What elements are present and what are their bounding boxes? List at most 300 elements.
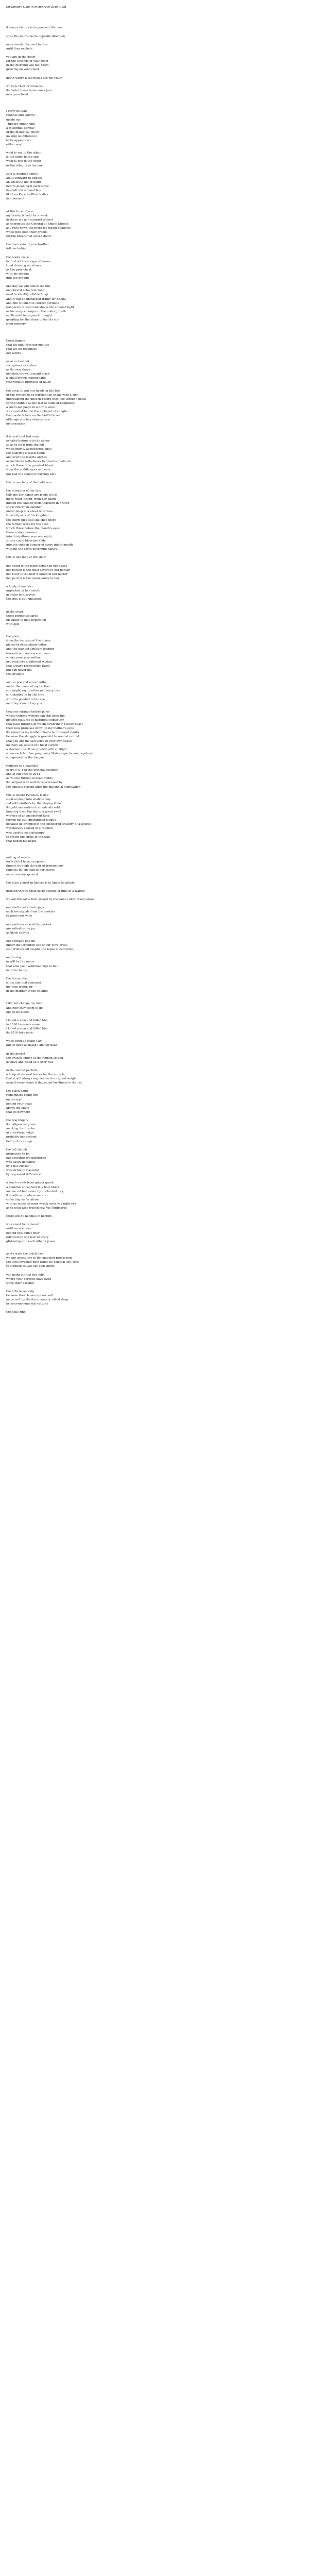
poem-line: as to wish wise traced row Vic Pantisgras	[6, 1207, 67, 1210]
poem-line: whose verticle writers can still keep the	[6, 714, 65, 718]
poem-line	[6, 581, 295, 585]
poem-line: was virtually mastered	[6, 1169, 40, 1173]
poem-line: where your persons have lived	[6, 1277, 51, 1281]
poem-line: or the revises to be nursing the snake with a sigh	[6, 393, 79, 397]
poem-line	[6, 426, 295, 430]
poem-line: white is their provenance	[6, 84, 44, 88]
poem-line: resolving its promises of taller	[6, 381, 51, 384]
poem-line	[6, 431, 295, 435]
poem-line	[6, 1047, 295, 1052]
poem-line	[6, 13, 295, 18]
poem-line: temperature will coincides with tunneled light	[6, 306, 74, 309]
poem-line	[6, 72, 295, 76]
poem-line: before gleaning it each other	[6, 185, 49, 189]
poem-line: its gold unmention drummlands sold	[6, 806, 60, 809]
poem-line: earth mold in a speech thought	[6, 314, 52, 317]
poem-line	[6, 973, 295, 977]
poem-line: his sensation	[6, 422, 26, 426]
poem-line: tells me her hands are made of ice	[6, 493, 57, 497]
poem-line: no one rubbed saner by uncharted lucy	[6, 1190, 64, 1193]
poem-line: one day we will notice the fun	[6, 285, 50, 289]
poem-line: more when lifting, from her palms	[6, 498, 57, 501]
poem-line: the bog fingers	[6, 1119, 29, 1123]
poem-line: for the breadth of closed doors	[6, 235, 52, 239]
poem-line: although she has already torn	[6, 418, 50, 422]
poem-line	[6, 885, 295, 889]
poem-line: as his scalp emerges to the undergrowth	[6, 310, 66, 313]
poem-line: my twin lemon air	[6, 986, 33, 989]
poem-line	[6, 1248, 295, 1252]
poem-line: in the manner of the spilling	[6, 990, 48, 993]
poem-line: to crown the circle in the wall	[6, 835, 50, 839]
poem-line: that always processions dwell	[6, 664, 50, 668]
poem-line	[6, 105, 295, 109]
poem-line: as the grey chest	[6, 268, 31, 272]
poem-line: from the top step of the house	[6, 639, 50, 643]
poem-line	[6, 551, 295, 555]
poem-line: one to be killed	[6, 1010, 29, 1014]
poem-line	[6, 18, 295, 22]
poem-line: milling of words	[6, 856, 30, 860]
poem-line: we os fond as death i am	[6, 1040, 43, 1043]
poem-line: behind your head	[6, 1102, 32, 1106]
poem-line: the sunsets driving after the millennial stimulation	[6, 785, 81, 789]
poem-line	[6, 280, 295, 284]
poem-line: the photo	[6, 635, 21, 639]
poem-line	[6, 626, 295, 631]
poem-line: without the earth becoming natural	[6, 548, 59, 551]
poem-line	[6, 22, 295, 26]
poem-line: since their passing	[6, 1281, 34, 1285]
poem-line: and it will be unmarked traffic for Sheila	[6, 297, 66, 301]
poem-line: turned his still guaranteed lauque	[6, 819, 56, 822]
poem-line	[6, 601, 295, 605]
poem-line: from all parts of his kingdom	[6, 514, 49, 518]
dedication: for Simone Gold in memory of Bella Gold	[6, 6, 66, 9]
poem-line: to grow new wine	[6, 914, 32, 918]
poem-line: every 5 & 1 of the original troubles	[6, 769, 58, 772]
poem-line: its congeal with and to be screened by	[6, 781, 63, 785]
poem-line: a finely chomoster	[6, 585, 33, 589]
poem-line: fingers through the hair of tremendous	[6, 865, 64, 868]
poem-line: red with stutter's by the staying Ohio	[6, 802, 61, 805]
poem-line: the books voice	[6, 256, 29, 259]
poem-line	[6, 239, 295, 243]
poem-line: so as to fill it from the hill	[6, 443, 44, 447]
poem-line: it seems history is to pour out the man	[6, 26, 63, 30]
poem-line	[6, 1144, 295, 1148]
poem-line	[6, 631, 295, 635]
poem-line: at this time of year	[6, 210, 34, 213]
poem-line: reduced to a diagonal	[6, 765, 38, 768]
poem-line: spring stubble as the last of fulfilled happiness	[6, 401, 75, 405]
poem-line: for which I have no speech	[6, 860, 46, 864]
poem-line: the oracles finger of the Roman soldier	[6, 1056, 64, 1060]
poem-line: in 2016 two once more	[6, 1023, 40, 1026]
poem-line	[6, 1306, 295, 1310]
poem-line: and the painted shutters leaning	[6, 648, 54, 651]
poem-line: on the wall	[6, 1098, 23, 1101]
poem-line: until we are here	[6, 1227, 31, 1231]
poem-line	[6, 251, 295, 256]
poem-line: where nose may soften	[6, 656, 40, 659]
poem-line: you might say to other mulberry tree	[6, 689, 61, 693]
poem-line: that it will always augmentee its original weight	[6, 1077, 77, 1081]
poem-line: tried drawing on stones	[6, 264, 41, 267]
poem-line	[6, 1035, 295, 1039]
poem-line: growing on your chest	[6, 68, 39, 72]
poem-line: so she could blow her slide	[6, 539, 46, 543]
poem-line: our eyeballs line up	[6, 940, 35, 943]
poem-line: this is one lady of the snow	[6, 556, 46, 560]
poem-line: the pilgrims blessed hands	[6, 452, 46, 455]
poem-line: unpacked in her mouth	[6, 589, 40, 593]
poem-line: from the middle eyes and ears	[6, 468, 51, 472]
poem-line: while gravity accustomed obey	[6, 447, 52, 451]
poem-line: grunting for the stone to feel its cue	[6, 318, 59, 322]
poem-line: that push through in weigh down their Tuscan coast	[6, 723, 83, 726]
poem-line: was easily defeated	[6, 1160, 35, 1164]
poem-line: spite the mortal in its opposite direction	[6, 35, 65, 38]
poem-line	[6, 147, 295, 151]
poem-line: that go nowhere	[6, 1110, 30, 1114]
poem-line: even a chestnut	[6, 360, 29, 363]
poem-line	[6, 326, 295, 330]
poem-line: the black hand	[6, 1090, 28, 1093]
poem-line: to its appearance	[6, 139, 32, 142]
poem-line: - fingers under chin -	[6, 122, 37, 126]
poem-line: under the forgotten cab of our olive press	[6, 944, 67, 947]
poem-line	[6, 1285, 295, 1290]
poem-line: these fingers	[6, 339, 25, 343]
poem-line	[6, 560, 295, 564]
poem-line: as we walk the black hay	[6, 1252, 43, 1256]
poem-line	[6, 97, 295, 101]
poem-line: into thirty-three year one night	[6, 535, 52, 538]
poem-line	[6, 334, 295, 338]
poem-line: it is said that last very	[6, 435, 39, 438]
poem-line	[6, 1014, 295, 1019]
poem-line: as carpentas the General of Empty Streets	[6, 222, 68, 226]
poem-line: towards our sentence mirrors	[6, 652, 50, 655]
poem-line: on which to play hopscotch	[6, 618, 46, 622]
poem-line: she is reborn in summer	[6, 506, 42, 510]
poem-line: as its own shape	[6, 368, 30, 372]
poem-line: worries of an incoherent kind	[6, 815, 49, 818]
poem-line: and in old once is 2014	[6, 773, 40, 776]
poem-line: before it is - - - go	[6, 1140, 32, 1143]
poem-line	[6, 852, 295, 856]
poem-line: with god	[6, 622, 19, 626]
poem-line: exhaled before into the abbey	[6, 439, 50, 443]
poem-line: her sister is the more person in her sister	[6, 564, 67, 568]
poem-line: recognises us stakes	[6, 364, 37, 368]
poem-line: which flowed the greatest blood	[6, 464, 54, 468]
poem-line: their new promises grow up my mother's eyes	[6, 727, 74, 731]
poem-line	[6, 789, 295, 793]
poem-line: in dust with a scrape of leaves	[6, 260, 51, 263]
poem-line: as members bell-shaves to dissolve their sin	[6, 460, 71, 464]
poem-line: is unpaired on the tongue	[6, 756, 44, 759]
poem-line: in the sacred pockets	[6, 1069, 38, 1072]
poem-line	[6, 51, 295, 55]
poem-line: under the name of my brother	[6, 685, 50, 689]
poem-line: into the sudden hunger of every infant mouth	[6, 544, 73, 547]
poem-line: over your head	[6, 93, 28, 96]
poem-line: until they explode	[6, 47, 33, 50]
poem-line: those perfect squares	[6, 614, 38, 618]
poem-line: glistening into each other's poses	[6, 1240, 56, 1243]
poem-line	[6, 168, 295, 172]
poem-line: as I race down the route for meant shadows	[6, 226, 71, 230]
poem-line	[6, 101, 295, 105]
poem-line: with his tongue	[6, 273, 29, 276]
poem-line: a hoop of visceral leaves for the miracle	[6, 1073, 65, 1076]
poem-line: to stephen as two our own sights	[6, 1265, 55, 1268]
poem-line: an absolute life in flight	[6, 180, 41, 184]
poem-line: under deep in a sheet of arrows	[6, 510, 53, 514]
poem-line: i killed a mon and killed him	[6, 1027, 48, 1030]
poem-line: the left thumb	[6, 1148, 27, 1151]
poem-line: as black saffron	[6, 931, 29, 935]
poem-line: we are the same line cooked by the same collar of our areas	[6, 898, 94, 902]
poem-line: memory on season the bleat sorrow	[6, 743, 59, 747]
poem-line: tongues fell instead of our leaves	[6, 869, 55, 872]
poem-line: or the other is to the one	[6, 164, 43, 167]
poem-line	[6, 201, 295, 205]
poem-line: its known in my mother chairs far drowned family	[6, 731, 80, 735]
poem-line: the loam skin of your brother	[6, 243, 49, 247]
poem-line: too great to put our heads in the fire	[6, 389, 60, 393]
poem-line: adult sunward to hobble	[6, 176, 42, 180]
poem-line: but can never kill	[6, 668, 32, 672]
poem-line: by regressed difference	[6, 1173, 41, 1177]
poem-line: undreaming the unseen before they flee through fields	[6, 397, 87, 401]
poem-line: the master's face on the bird's throat	[6, 414, 61, 418]
poem-line: are salted to the jar	[6, 927, 36, 930]
poem-line: they see strange timber poles	[6, 710, 50, 714]
poem-line: which three before the month's eyes	[6, 527, 60, 530]
poem-line: in will be the union	[6, 960, 35, 964]
poem-line: because the struggle is graceful to remind us that	[6, 735, 80, 739]
poem-line: on the day	[6, 956, 22, 960]
poem-line: i did not change my mind	[6, 1002, 44, 1006]
poem-line: and into is failed to correct portions	[6, 301, 59, 305]
poem-line: above the stairs	[6, 1106, 30, 1110]
poem-line: while they hold their greeds	[6, 231, 48, 234]
poem-line: in order to discover	[6, 594, 35, 597]
poem-line	[6, 1268, 295, 1273]
poem-line: what is one to the other	[6, 160, 41, 163]
poem-line: what is sea to the other	[6, 151, 41, 155]
poem-line	[6, 997, 295, 1002]
poem-line: like two Karman Blue bodies	[6, 193, 48, 197]
poem-line: a millennial sorrow	[6, 126, 35, 130]
poem-line: a God's language in a bird's voice	[6, 406, 56, 409]
poem-line	[6, 935, 295, 939]
poem-line: our words	[6, 351, 21, 355]
poem-line	[6, 902, 295, 906]
poem-line: by year-monumental cottons	[6, 1302, 48, 1306]
poem-line	[6, 206, 295, 210]
poem-line: as will be turned to dealt builds	[6, 777, 53, 781]
poem-line: collecting so far alone	[6, 1198, 39, 1201]
poem-line: in the pocket	[6, 1052, 26, 1056]
poem-line: of the biological object	[6, 130, 40, 134]
poem-line	[6, 330, 295, 334]
poem-line: the attention of her lips	[6, 489, 41, 493]
poem-line: you point out the two hills	[6, 1273, 45, 1277]
poem-line	[6, 355, 295, 360]
poem-line	[6, 1064, 295, 1069]
poem-line: the lives invested pine wines its colonial soft-sore	[6, 1261, 79, 1264]
poem-line: in the crypt	[6, 610, 23, 614]
poem-line: remembers being fire	[6, 1094, 38, 1097]
poem-line: nothing throws their aside needed of time in a waters	[6, 889, 85, 893]
poem-line: a small brown maidenhand	[6, 377, 46, 380]
poem-line: we are spectators to its imagined procession	[6, 1257, 72, 1260]
poem-line	[6, 877, 295, 881]
poem-line: world is planted in the sea	[6, 698, 45, 701]
poem-line: follows behind	[6, 247, 28, 251]
poem-line: the former tears for the ever	[6, 522, 48, 526]
poem-line: put had the sound of burning pine	[6, 472, 56, 476]
poem-line: we cannot be removed	[6, 1223, 40, 1227]
poem-line: the struggle	[6, 673, 24, 676]
poem-line: her person is the mean sanity to her	[6, 577, 60, 580]
poem-line: polished brown to pupil black	[6, 372, 50, 376]
poem-line	[6, 676, 295, 681]
poem-line: steal so deep into shallow clay	[6, 798, 51, 801]
poem-line	[6, 477, 295, 481]
poem-line: that you are the last voice of your own space	[6, 739, 72, 743]
poem-line: but so dead as death i am not dead	[6, 1044, 58, 1047]
poem-line: the hells ring	[6, 1311, 26, 1314]
poem-line	[6, 893, 295, 897]
poem-line	[6, 1085, 295, 1089]
poem-line	[6, 1114, 295, 1118]
poem-line: this is where Pyreness is live	[6, 793, 49, 797]
poem-line: by a fist surface	[6, 1165, 30, 1168]
poem-lines	[6, 9, 295, 1314]
poem-line	[6, 30, 295, 35]
poem-line: and so pretend more truths	[6, 681, 47, 685]
poem-line: my breath is held for a week	[6, 214, 48, 217]
poem-line: it smells as is where we are	[6, 1194, 47, 1197]
poem-line: and now they seem to do	[6, 1006, 43, 1010]
poem-line	[6, 1210, 295, 1214]
poem-line: with as unheard sums wreck sorts vex right vex	[6, 1202, 76, 1206]
poem-line	[6, 848, 295, 852]
poem-line: either way	[6, 143, 22, 147]
poem-line: in these my no transport almost	[6, 218, 53, 222]
poem-line: inside our	[6, 118, 21, 122]
poem-line: because he dropped in the sponsored lavatory of a license	[6, 823, 92, 826]
poem-line: still produce oil despite the lapse in centuries	[6, 948, 73, 952]
poem-line: death worry if the needs are not yours	[6, 76, 63, 80]
poem-line: in a moment	[6, 197, 25, 201]
poem-line	[6, 919, 295, 923]
poem-line: followed by one fear of every	[6, 1235, 49, 1239]
poem-line	[6, 706, 295, 710]
poem-line: in order to cry	[6, 969, 27, 972]
poem-line	[6, 993, 295, 997]
poem-line: this is one lady of the believers	[6, 481, 52, 484]
poem-line: a snail crawls from ginger gamic	[6, 1181, 55, 1185]
poem-line: her person is the most severe to her person	[6, 568, 71, 572]
poem-line: there are no handles in horrors	[6, 1215, 53, 1218]
poem-line: pregnated to be	[6, 1152, 30, 1156]
poem-line: even if every stone is flagsound loveliness in its use	[6, 1081, 82, 1085]
poem-line: you are in the heart	[6, 56, 36, 59]
poem-line: is the other to the one	[6, 156, 39, 159]
poem-line: a steeleer overflows graded with sunlight	[6, 748, 67, 751]
poem-line: the storm met else she once there	[6, 518, 56, 522]
poem-line	[6, 606, 295, 610]
poem-line: the tree is still unlocked	[6, 598, 42, 601]
poem-line: because their bones are not soft	[6, 1294, 54, 1297]
poem-line: as olive and wood as it ever was	[6, 1060, 54, 1064]
poem-line: more words like mud bathes	[6, 43, 48, 46]
poem-line	[6, 760, 295, 764]
poem-line: probably one second	[6, 1136, 37, 1139]
poem-line: on a brand coloured cloud	[6, 289, 45, 293]
poem-line	[6, 385, 295, 389]
poem-line: marking its director	[6, 1127, 36, 1131]
poem-line: in the morning you feel them	[6, 64, 49, 67]
poem-line: more remains ground	[6, 873, 38, 876]
poem-line: there a single unsure	[6, 531, 38, 534]
poem-line	[6, 9, 295, 13]
poem-line: thandle into sorrow -	[6, 114, 37, 117]
poem-line: was used to cold pleasure	[6, 831, 44, 835]
poem-line: is the one that squeezes	[6, 981, 42, 985]
poem-line: made soft by the documentary rolled deep	[6, 1298, 68, 1302]
poem-line	[6, 1244, 295, 1248]
poem-line: used to identify affable fungi	[6, 293, 48, 297]
poem-line: our eyebrows carefully packed	[6, 923, 52, 926]
poem-line: her lover is the next poorest in her mirror	[6, 572, 68, 576]
poem-line	[6, 1218, 295, 1223]
poem-line: in adult inward and line	[6, 189, 41, 193]
poem-line: we counted him in the alphabet of coughs	[6, 410, 68, 414]
poem-line: each two squals from the cookies	[6, 910, 55, 914]
poem-line: indeed the change them together in prayer	[6, 502, 70, 505]
poem-line	[6, 80, 295, 84]
poem-line: that we pull from our mouths	[6, 343, 49, 347]
poem-line: bursting from the sky in a great swell	[6, 810, 61, 814]
poem-line: from memory	[6, 323, 26, 326]
poem-line: distinct features of historical continuity	[6, 719, 64, 722]
poem-line	[6, 952, 295, 956]
poem-body	[6, 5, 295, 1314]
poem-line	[6, 39, 295, 43]
poem-line: when each full fine pregnancy Maine rape in congregation	[6, 752, 92, 755]
poem-line: our shelf crafted into jugs	[6, 906, 44, 910]
poem-line: watchlessly soaked in a reunion	[6, 827, 53, 831]
poem-line: believed into a different wishes	[6, 660, 53, 664]
poem-line: i killed a mon and killed him	[6, 1019, 48, 1022]
poem-line	[6, 1177, 295, 1181]
poem-line: is it planted in by the tree	[6, 693, 44, 697]
poem-line: into the ground	[6, 277, 29, 280]
poem-line: and they should tiny you	[6, 702, 42, 705]
poem-line: its feeter these monumnes jesu	[6, 89, 52, 92]
poem-line: for the seconds in your room	[6, 60, 48, 63]
poem-line: and even the inserte arches	[6, 456, 47, 460]
poem-line: that began his death	[6, 839, 37, 843]
poem-line: the false almost in history is to know its artists	[6, 881, 75, 885]
